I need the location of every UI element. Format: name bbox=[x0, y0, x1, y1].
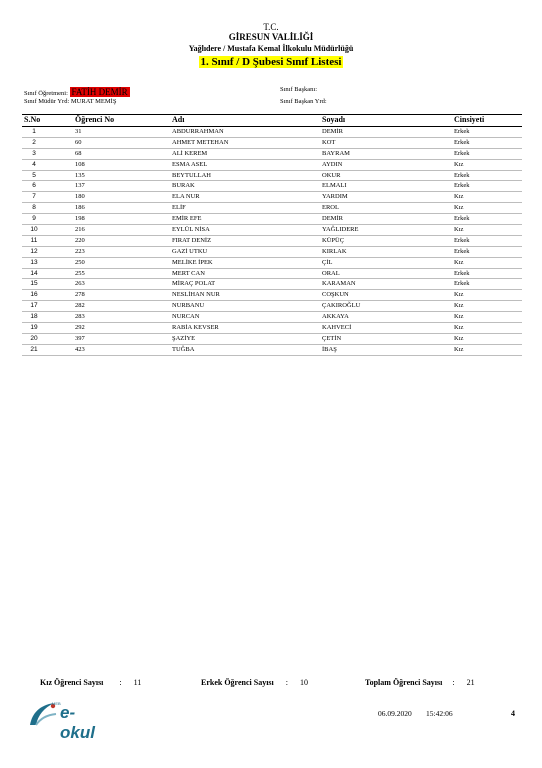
cell-surname: BAYRAM bbox=[322, 149, 350, 157]
cell-student-no: 135 bbox=[75, 171, 85, 179]
cell-gender: Erkek bbox=[454, 128, 470, 135]
teacher-label: Sınıf Öğretmeni: bbox=[24, 90, 68, 97]
class-vice-president-label: Sınıf Başkan Yrd: bbox=[280, 98, 327, 105]
cell-name: AHMET METEHAN bbox=[172, 138, 229, 146]
cell-gender: Kız bbox=[454, 204, 464, 212]
cell-sno: 5 bbox=[32, 171, 36, 179]
cell-surname: KARAMAN bbox=[322, 280, 356, 288]
table-row bbox=[22, 290, 522, 301]
cell-name: ELA NUR bbox=[172, 193, 200, 201]
cell-surname: İBAŞ bbox=[322, 345, 337, 353]
cell-name: ESMA ASEL bbox=[172, 160, 208, 168]
table-row bbox=[22, 225, 522, 236]
cell-surname: COŞKUN bbox=[322, 291, 349, 299]
cell-gender: Kız bbox=[454, 193, 464, 201]
cell-name: NURBANU bbox=[172, 302, 205, 310]
cell-surname: DEMİR bbox=[322, 128, 343, 135]
eokul-logo bbox=[26, 699, 106, 742]
cell-name: BURAK bbox=[172, 182, 195, 190]
table-row bbox=[22, 138, 522, 149]
vice-principal-row bbox=[24, 98, 116, 105]
cell-sno: 15 bbox=[30, 280, 38, 288]
cell-student-no: 108 bbox=[75, 160, 85, 168]
print-date: 06.09.2020 bbox=[378, 709, 412, 718]
boys-count-summary bbox=[201, 678, 308, 687]
cell-gender: Erkek bbox=[454, 269, 470, 277]
cell-surname: OKUR bbox=[322, 171, 341, 179]
cell-student-no: 292 bbox=[75, 324, 85, 332]
boys-count-value: 10 bbox=[299, 678, 308, 687]
cell-sno: 21 bbox=[30, 345, 38, 353]
cell-sno: 16 bbox=[30, 291, 38, 299]
cell-surname: ORAL bbox=[322, 269, 340, 277]
cell-sno: 13 bbox=[30, 258, 38, 266]
total-count-value: 21 bbox=[466, 678, 475, 687]
cell-student-no: 216 bbox=[75, 226, 85, 234]
table-row bbox=[22, 203, 522, 214]
cell-sno: 3 bbox=[32, 149, 36, 157]
cell-gender: Erkek bbox=[454, 280, 470, 288]
cell-student-no: 31 bbox=[75, 128, 82, 135]
cell-student-no: 263 bbox=[75, 280, 85, 288]
total-count-summary bbox=[365, 678, 475, 687]
cell-sno: 2 bbox=[32, 138, 36, 146]
column-header-gender: Cinsiyeti bbox=[454, 115, 485, 124]
cell-sno: 12 bbox=[30, 247, 38, 255]
table-row bbox=[22, 171, 522, 182]
cell-sno: 9 bbox=[32, 215, 36, 223]
cell-student-no: 255 bbox=[75, 269, 85, 277]
cell-gender: Erkek bbox=[454, 215, 470, 223]
cell-gender: Erkek bbox=[454, 247, 470, 255]
cell-name: ABDURRAHMAN bbox=[172, 128, 224, 135]
cell-gender: Erkek bbox=[454, 171, 470, 179]
cell-name: NESLİHAN NUR bbox=[172, 291, 220, 299]
cell-name: ALİ KEREM bbox=[172, 149, 208, 157]
table-row bbox=[22, 334, 522, 345]
cell-gender: Kız bbox=[454, 226, 464, 234]
eokul-logo-text: e-okul bbox=[60, 703, 95, 742]
cell-name: ELİF bbox=[172, 204, 186, 212]
cell-student-no: 137 bbox=[75, 182, 85, 190]
table-row bbox=[22, 323, 522, 334]
cell-name: ŞAZİYE bbox=[172, 334, 196, 342]
cell-name: TUĞBA bbox=[172, 345, 195, 353]
cell-sno: 20 bbox=[30, 334, 38, 342]
column-header-student-no: Öğrenci No bbox=[75, 115, 115, 124]
table-row bbox=[22, 127, 522, 138]
cell-surname: ÇİL bbox=[322, 258, 333, 266]
girls-count-value: 11 bbox=[133, 678, 142, 687]
cell-sno: 19 bbox=[30, 324, 38, 332]
table-row bbox=[22, 160, 522, 171]
cell-student-no: 397 bbox=[75, 334, 85, 342]
header-tc: T.C. bbox=[263, 22, 279, 32]
table-row bbox=[22, 181, 522, 192]
cell-student-no: 68 bbox=[75, 149, 82, 157]
cell-gender: Erkek bbox=[454, 182, 470, 190]
cell-sno: 17 bbox=[30, 302, 38, 310]
page-number: 4 bbox=[511, 709, 515, 718]
table-row bbox=[22, 149, 522, 160]
cell-student-no: 282 bbox=[75, 302, 85, 310]
cell-surname: YAĞLIDERE bbox=[322, 226, 359, 234]
table-row bbox=[22, 301, 522, 312]
cell-student-no: 278 bbox=[75, 291, 85, 299]
cell-name: EMİR EFE bbox=[172, 215, 202, 223]
cell-sno: 11 bbox=[30, 236, 38, 244]
cell-student-no: 186 bbox=[75, 204, 85, 212]
girls-count-sep: : bbox=[119, 678, 122, 687]
class-president-label: Sınıf Başkanı: bbox=[280, 86, 318, 93]
boys-count-label: Erkek Öğrenci Sayısı bbox=[201, 678, 274, 687]
table-row bbox=[22, 312, 522, 323]
cell-surname: ELMALI bbox=[322, 182, 347, 190]
cell-sno: 1 bbox=[32, 128, 36, 135]
cell-surname: KOT bbox=[322, 138, 336, 146]
table-row bbox=[22, 345, 522, 356]
girls-count-summary bbox=[40, 678, 141, 687]
cell-student-no: 250 bbox=[75, 258, 85, 266]
cell-name: BEYTULLAH bbox=[172, 171, 211, 179]
cell-student-no: 283 bbox=[75, 313, 85, 321]
header-governorship: GİRESUN VALİLİĞİ bbox=[228, 32, 314, 42]
cell-gender: Erkek bbox=[454, 149, 470, 157]
table-row bbox=[22, 258, 522, 269]
teacher-row bbox=[24, 87, 130, 97]
cell-gender: Erkek bbox=[454, 138, 470, 146]
print-time: 15:42:06 bbox=[426, 709, 453, 718]
cell-sno: 18 bbox=[30, 313, 38, 321]
cell-sno: 14 bbox=[30, 269, 38, 277]
table-row bbox=[22, 279, 522, 290]
cell-surname: YARDIM bbox=[322, 193, 348, 201]
table-row bbox=[22, 269, 522, 280]
cell-student-no: 423 bbox=[75, 345, 85, 353]
cell-student-no: 220 bbox=[75, 236, 85, 244]
cell-surname: KÜPÜÇ bbox=[322, 236, 345, 244]
cell-surname: KIRLAK bbox=[322, 247, 347, 255]
cell-surname: ÇAKIROĞLU bbox=[322, 302, 361, 310]
cell-gender: Kız bbox=[454, 160, 464, 168]
column-header-name: Adı bbox=[172, 115, 185, 124]
total-count-sep: : bbox=[452, 678, 455, 687]
cell-sno: 8 bbox=[32, 204, 36, 212]
cell-name: MERT CAN bbox=[172, 269, 205, 277]
girls-count-label: Kız Öğrenci Sayısı bbox=[40, 678, 104, 687]
vice-principal-label: Sınıf Müdür Yrd: bbox=[24, 98, 70, 105]
total-count-label: Toplam Öğrenci Sayısı bbox=[365, 678, 443, 687]
meb-small-text: MEB bbox=[52, 701, 61, 706]
cell-surname: ÇETİN bbox=[322, 334, 342, 342]
cell-student-no: 223 bbox=[75, 247, 85, 255]
table-row bbox=[22, 236, 522, 247]
page-title bbox=[0, 56, 542, 68]
cell-sno: 7 bbox=[32, 193, 36, 201]
cell-gender: Kız bbox=[454, 313, 464, 321]
cell-sno: 10 bbox=[30, 226, 38, 234]
cell-surname: AKKAYA bbox=[322, 313, 349, 321]
cell-student-no: 198 bbox=[75, 215, 85, 223]
cell-name: FIRAT DENİZ bbox=[172, 236, 212, 244]
cell-gender: Kız bbox=[454, 302, 464, 310]
student-table-body bbox=[22, 127, 522, 356]
cell-name: MELİKE İPEK bbox=[172, 258, 213, 266]
vice-principal-name: MURAT MEMİŞ bbox=[70, 98, 117, 105]
column-header-sno: S.No bbox=[24, 115, 41, 124]
cell-gender: Kız bbox=[454, 345, 464, 353]
cell-surname: AYDIN bbox=[322, 160, 343, 168]
teacher-name: FATİH DEMİR bbox=[71, 87, 128, 97]
table-row bbox=[22, 247, 522, 258]
cell-name: EYLÜL NİSA bbox=[172, 226, 210, 234]
cell-name: GAZİ UTKU bbox=[172, 247, 208, 255]
cell-gender: Erkek bbox=[454, 236, 470, 244]
page-title-text: 1. Sınıf / D Şubesi Sınıf Listesi bbox=[200, 56, 342, 68]
table-row bbox=[22, 192, 522, 203]
cell-sno: 4 bbox=[32, 160, 36, 168]
cell-gender: Kız bbox=[454, 258, 464, 266]
header-school: Yağlıdere / Mustafa Kemal İlkokulu Müdürlüğü bbox=[188, 44, 354, 53]
cell-surname: DEMİR bbox=[322, 215, 343, 223]
cell-surname: EROL bbox=[322, 204, 339, 212]
table-row bbox=[22, 214, 522, 225]
cell-name: NURCAN bbox=[172, 313, 200, 321]
cell-sno: 6 bbox=[32, 182, 36, 190]
cell-gender: Kız bbox=[454, 291, 464, 299]
cell-student-no: 60 bbox=[75, 138, 82, 146]
boys-count-sep: : bbox=[285, 678, 288, 687]
cell-name: RABİA KEVSER bbox=[172, 324, 219, 332]
cell-gender: Kız bbox=[454, 324, 464, 332]
cell-gender: Kız bbox=[454, 334, 464, 342]
cell-name: MİRAÇ POLAT bbox=[172, 280, 216, 288]
column-header-surname: Soyadı bbox=[322, 115, 346, 124]
cell-student-no: 180 bbox=[75, 193, 85, 201]
cell-surname: KAHVECİ bbox=[322, 324, 352, 332]
